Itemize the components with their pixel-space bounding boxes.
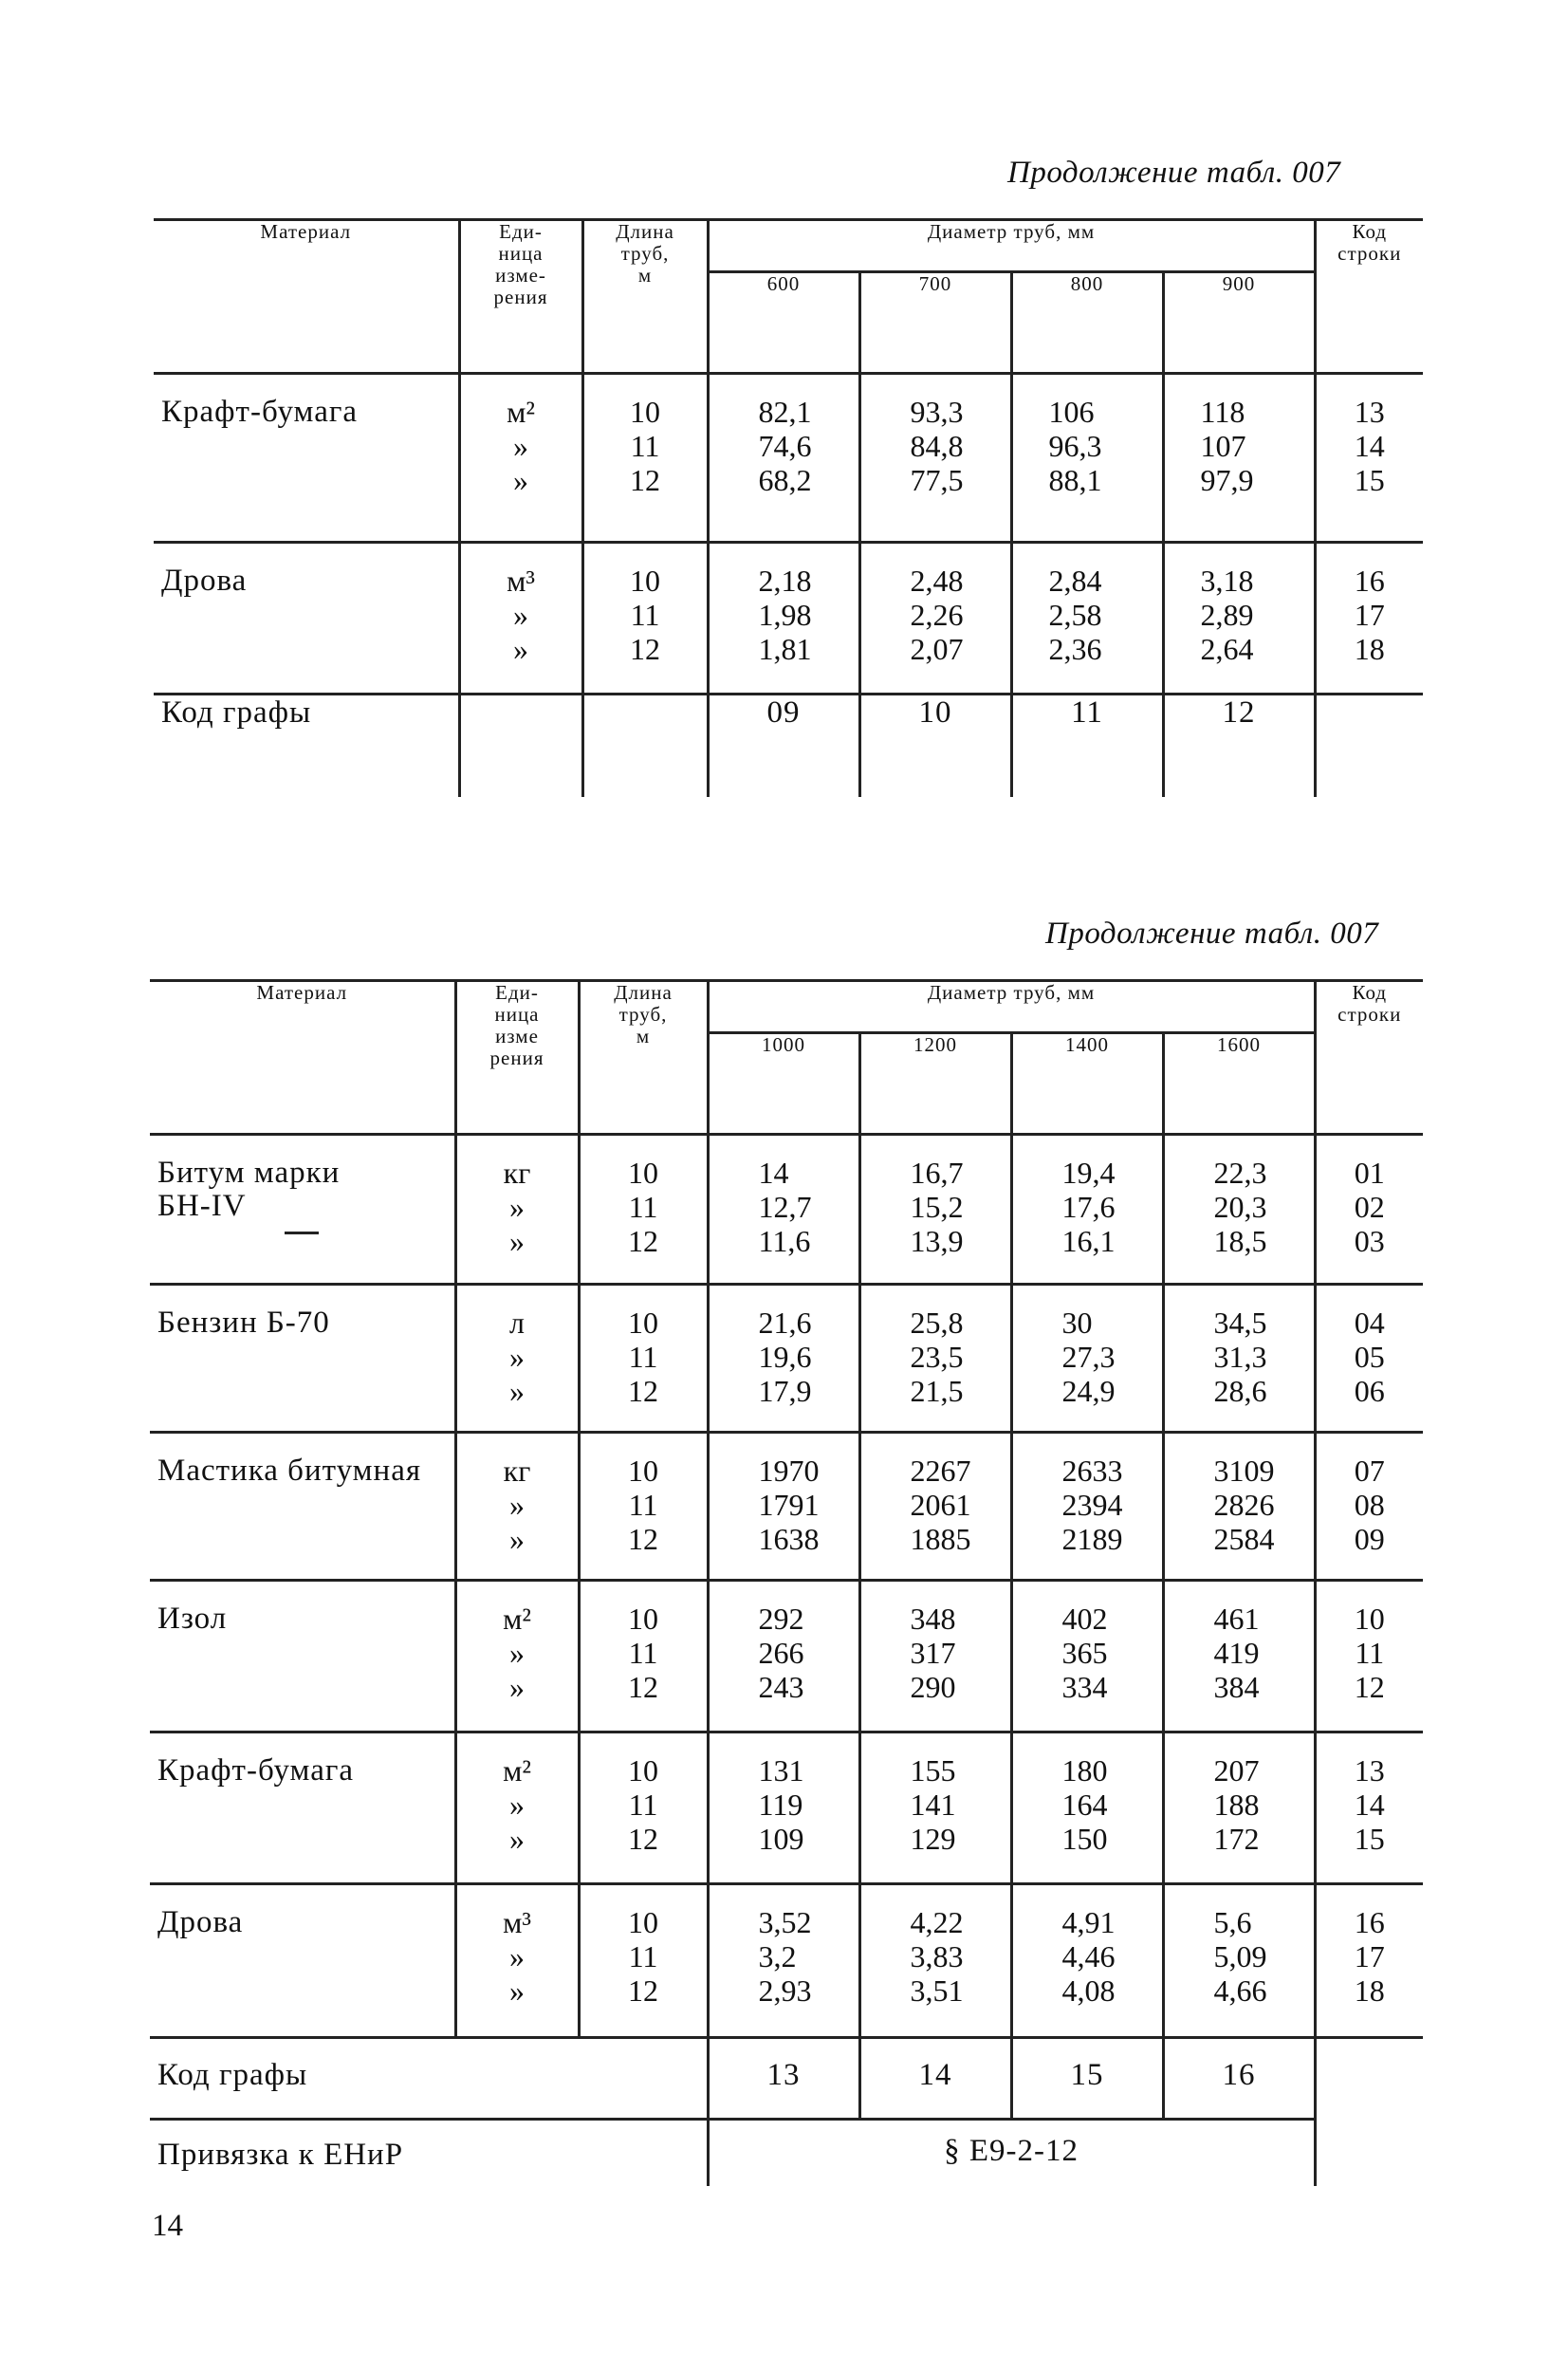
code-column-header: Код строки xyxy=(1315,981,1423,1135)
empty-cell xyxy=(459,695,582,797)
diameter-group-header: Диаметр труб, мм xyxy=(708,220,1315,272)
material-name: Изол xyxy=(150,1581,455,1732)
value-cell: 131 119 109 xyxy=(708,1732,859,1884)
column-code-row xyxy=(154,695,1423,797)
column-code-cell: 13 xyxy=(708,2038,859,2120)
unit-column-header: Еди- ница изме- рения xyxy=(459,220,582,374)
value-cell: 402 365 334 xyxy=(1011,1581,1163,1732)
diameter-header: 1400 xyxy=(1011,1033,1163,1135)
value-cell: 21,6 19,6 17,9 xyxy=(708,1285,859,1433)
table-row xyxy=(150,1884,1423,2038)
row-code-cell: 16 17 18 xyxy=(1315,543,1423,695)
unit-column-header: Еди- ница изме рения xyxy=(455,981,579,1135)
value-cell: 16,7 15,2 13,9 xyxy=(859,1135,1011,1285)
material-name: Дрова xyxy=(150,1884,455,2038)
materials-table-1000-1600 xyxy=(150,979,1423,2186)
table-caption: Продолжение табл. 007 xyxy=(1007,156,1341,190)
length-cell: 10 11 12 xyxy=(579,1135,708,1285)
value-cell: 30 27,3 24,9 xyxy=(1011,1285,1163,1433)
value-cell: 4,91 4,46 4,08 xyxy=(1011,1884,1163,2038)
enir-binding-label: Привязка к ЕНиР xyxy=(157,2138,404,2172)
material-name: Бензин Б-70 xyxy=(150,1285,455,1433)
materials-table-600-900 xyxy=(154,218,1423,797)
diameter-header: 1000 xyxy=(708,1033,859,1135)
value-cell: 292 266 243 xyxy=(708,1581,859,1732)
empty-cell xyxy=(1315,2038,1423,2120)
unit-cell: кг » » xyxy=(455,1135,579,1285)
diameter-header: 700 xyxy=(859,272,1011,374)
table-row xyxy=(150,1135,1423,1285)
length-cell: 10 11 12 xyxy=(582,374,708,543)
row-code-cell: 13 14 15 xyxy=(1315,374,1423,543)
table-row xyxy=(150,1581,1423,1732)
value-cell: 461 419 384 xyxy=(1163,1581,1315,1732)
value-cell: 25,8 23,5 21,5 xyxy=(859,1285,1011,1433)
value-cell: 106 96,3 88,1 xyxy=(1011,374,1163,543)
diameter-header: 1200 xyxy=(859,1033,1011,1135)
length-cell: 10 11 12 xyxy=(582,543,708,695)
table-row xyxy=(150,1433,1423,1581)
column-code-cell: 15 xyxy=(1011,2038,1163,2120)
column-code-cell: 16 xyxy=(1163,2038,1315,2120)
value-cell: 2,48 2,26 2,07 xyxy=(859,543,1011,695)
value-cell: 2633 2394 2189 xyxy=(1011,1433,1163,1581)
row-code-cell: 01 02 03 xyxy=(1315,1135,1423,1285)
unit-cell: м³ » » xyxy=(459,543,582,695)
material-name: Крафт-бумага xyxy=(154,374,459,543)
column-code-cell: 12 xyxy=(1163,695,1315,797)
value-cell: 2,84 2,58 2,36 xyxy=(1011,543,1163,695)
value-cell: 5,6 5,09 4,66 xyxy=(1163,1884,1315,2038)
dash-mark xyxy=(285,1232,319,1234)
value-cell: 180 164 150 xyxy=(1011,1732,1163,1884)
material-name: Мастика битумная xyxy=(150,1433,455,1581)
value-cell: 3109 2826 2584 xyxy=(1163,1433,1315,1581)
material-name: Дрова xyxy=(154,543,459,695)
code-column-header: Код строки xyxy=(1315,220,1423,374)
empty-cell xyxy=(582,695,708,797)
value-cell: 22,3 20,3 18,5 xyxy=(1163,1135,1315,1285)
enir-binding-row xyxy=(150,2120,1423,2186)
value-cell: 93,3 84,8 77,5 xyxy=(859,374,1011,543)
value-cell: 3,18 2,89 2,64 xyxy=(1163,543,1315,695)
enir-binding-value: § Е9-2-12 xyxy=(708,2120,1315,2186)
material-column-header: Материал xyxy=(154,220,459,374)
diameter-header: 600 xyxy=(708,272,859,374)
row-code-cell: 16 17 18 xyxy=(1315,1884,1423,2038)
table-row xyxy=(154,543,1423,695)
value-cell: 82,1 74,6 68,2 xyxy=(708,374,859,543)
value-cell: 155 141 129 xyxy=(859,1732,1011,1884)
table-row xyxy=(150,1732,1423,1884)
length-cell: 10 11 12 xyxy=(579,1732,708,1884)
length-cell: 10 11 12 xyxy=(579,1581,708,1732)
material-column-header: Материал xyxy=(150,981,455,1135)
value-cell: 2,18 1,98 1,81 xyxy=(708,543,859,695)
unit-cell: м² » » xyxy=(455,1581,579,1732)
unit-cell: кг » » xyxy=(455,1433,579,1581)
table-row xyxy=(150,1285,1423,1433)
value-cell: 207 188 172 xyxy=(1163,1732,1315,1884)
value-cell: 2267 2061 1885 xyxy=(859,1433,1011,1581)
empty-cell xyxy=(1315,2120,1423,2186)
table-row xyxy=(154,374,1423,543)
diameter-header: 900 xyxy=(1163,272,1315,374)
unit-cell: м³ » » xyxy=(455,1884,579,2038)
value-cell: 34,5 31,3 28,6 xyxy=(1163,1285,1315,1433)
diameter-header: 1600 xyxy=(1163,1033,1315,1135)
diameter-header: 800 xyxy=(1011,272,1163,374)
length-column-header: Длина труб, м xyxy=(582,220,708,374)
column-code-cell: 09 xyxy=(708,695,859,797)
value-cell: 1970 1791 1638 xyxy=(708,1433,859,1581)
table-caption: Продолжение табл. 007 xyxy=(1045,917,1379,951)
column-code-label: Код графы xyxy=(161,695,312,730)
column-code-label: Код графы xyxy=(150,2038,708,2120)
length-column-header: Длина труб, м xyxy=(579,981,708,1135)
row-code-cell: 10 11 12 xyxy=(1315,1581,1423,1732)
value-cell: 118 107 97,9 xyxy=(1163,374,1315,543)
value-cell: 14 12,7 11,6 xyxy=(708,1135,859,1285)
unit-cell: л » » xyxy=(455,1285,579,1433)
unit-cell: м² » » xyxy=(459,374,582,543)
value-cell: 3,52 3,2 2,93 xyxy=(708,1884,859,2038)
value-cell: 4,22 3,83 3,51 xyxy=(859,1884,1011,2038)
diameter-group-header: Диаметр труб, мм xyxy=(708,981,1315,1033)
unit-cell: м² » » xyxy=(455,1732,579,1884)
empty-cell xyxy=(1315,695,1423,797)
column-code-cell: 10 xyxy=(859,695,1011,797)
page-number: 14 xyxy=(152,2209,183,2243)
material-name: Крафт-бумага xyxy=(150,1732,455,1884)
length-cell: 10 11 12 xyxy=(579,1285,708,1433)
column-code-row xyxy=(150,2038,1423,2120)
column-code-cell: 11 xyxy=(1011,695,1163,797)
value-cell: 19,4 17,6 16,1 xyxy=(1011,1135,1163,1285)
row-code-cell: 13 14 15 xyxy=(1315,1732,1423,1884)
row-code-cell: 07 08 09 xyxy=(1315,1433,1423,1581)
value-cell: 348 317 290 xyxy=(859,1581,1011,1732)
column-code-cell: 14 xyxy=(859,2038,1011,2120)
row-code-cell: 04 05 06 xyxy=(1315,1285,1423,1433)
length-cell: 10 11 12 xyxy=(579,1884,708,2038)
material-name: Битум марки БН-IV xyxy=(150,1135,455,1285)
length-cell: 10 11 12 xyxy=(579,1433,708,1581)
